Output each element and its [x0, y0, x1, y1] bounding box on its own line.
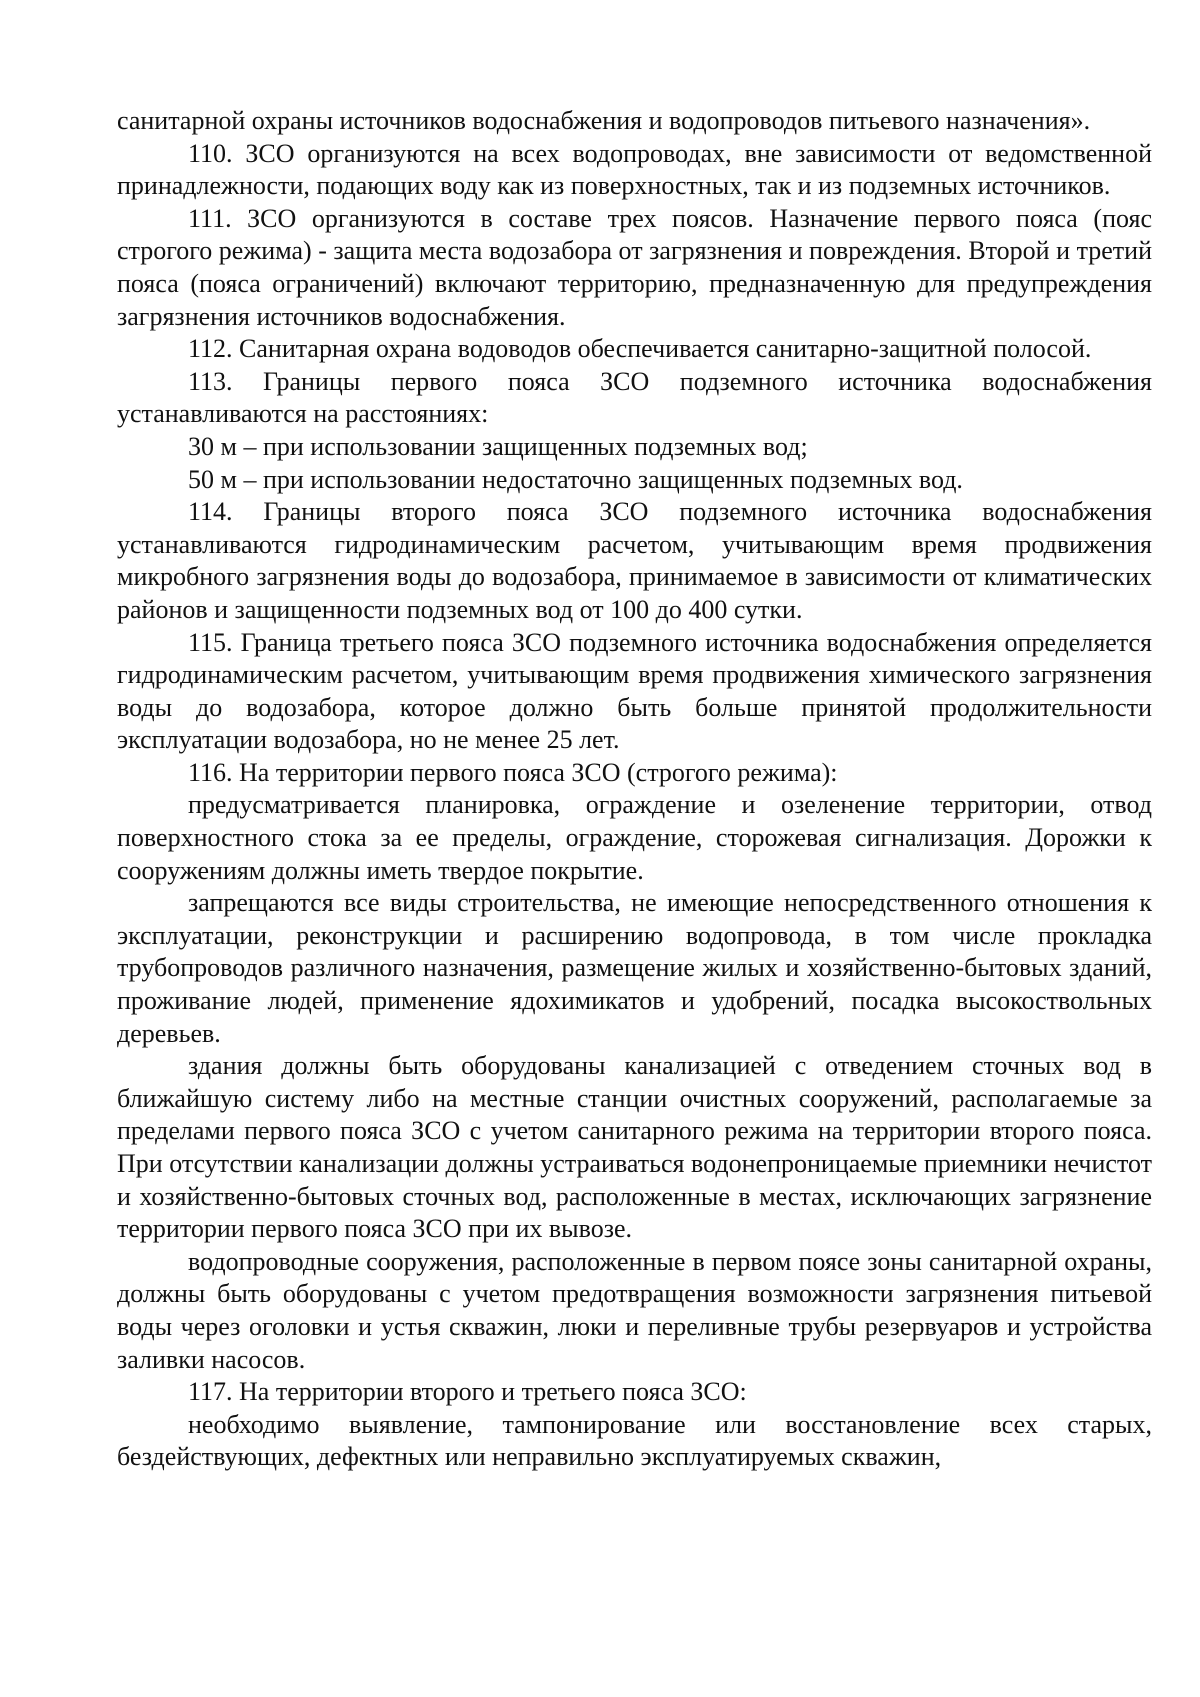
paragraph-117-wells: необходимо выявление, тампонирование или восстановление всех старых, бездействующих, дефектных или неправильно эксплуатируемых скважин,	[117, 1409, 1152, 1472]
paragraph-114: 114. Границы второго пояса ЗСО подземного источника водоснабжения устанавливаются гидродинамическим расчетом, учитывающим время продвижения микробного загрязнения воды до водозабора, принимаемое в зависимости от климатических районов и защищенности подземных вод от 100 до 400 сутки.	[117, 497, 1152, 624]
paragraph-113-item-30m: 30 м – при использовании защищенных подземных вод;	[188, 431, 808, 461]
paragraph-113: 113. Границы первого пояса ЗСО подземного источника водоснабжения устанавливаются на расстояниях:	[117, 366, 1152, 429]
paragraph-110: 110. ЗСО организуются на всех водопроводах, вне зависимости от ведомственной принадлежности, подающих воду как из поверхностных, так и из подземных источников.	[117, 138, 1152, 201]
document-page	[117, 105, 1152, 1474]
paragraph-116: 116. На территории первого пояса ЗСО (строгого режима):	[188, 757, 838, 787]
paragraph-111: 111. ЗСО организуются в составе трех поясов. Назначение первого пояса (пояс строгого режима) - защита места водозабора от загрязнения и повреждения. Второй и третий пояса (пояса ограничений) включают территорию, предназначенную для предупреждения загрязнения источников водоснабжения.	[117, 203, 1152, 331]
paragraph: санитарной охраны источников водоснабжения и водопроводов питьевого назначения».	[117, 106, 1091, 135]
paragraph-116-water-structures: водопроводные сооружения, расположенные в первом поясе зоны санитарной охраны, должны быть оборудованы с учетом предотвращения возможности загрязнения питьевой воды через оголовки и устья скважин, люки и переливные трубы резервуаров и устройства заливки насосов.	[117, 1246, 1152, 1374]
paragraph-112: 112. Санитарная охрана водоводов обеспечивается санитарно-защитной полосой.	[188, 334, 1092, 364]
paragraph-116-planning: предусматривается планировка, ограждение и озеленение территории, отвод поверхностного стока за ее пределы, ограждение, сторожевая сигнализация. Дорожки к сооружениям должны иметь твердое покрытие.	[117, 790, 1152, 885]
paragraph-116-prohibitions: запрещаются все виды строительства, не имеющие непосредственного отношения к эксплуатации, реконструкции и расширению водопровода, в том числе прокладка трубопроводов различного назначения, размещение жилых и хозяйственно-бытовых зданий, проживание людей, применение ядохимикатов и удобрений, посадка высокоствольных деревьев.	[117, 888, 1152, 1048]
paragraph-115: 115. Граница третьего пояса ЗСО подземного источника водоснабжения определяется гидродинамическим расчетом, учитывающим время продвижения химического загрязнения воды до водозабора, которое должно быть больше принятой продолжительности эксплуатации водозабора, но не менее 25 лет.	[117, 627, 1152, 755]
paragraph-117: 117. На территории второго и третьего пояса ЗСО:	[188, 1377, 747, 1407]
paragraph-116-buildings: здания должны быть оборудованы канализацией с отведением сточных вод в ближайшую систему либо на местные станции очистных сооружений, располагаемые за пределами первого пояса ЗСО с учетом санитарного режима на территории второго пояса. При отсутствии канализации должны устраиваться водонепроницаемые приемники нечистот и хозяйственно-бытовых сточных вод, расположенные в местах, исключающих загрязнение территории первого пояса ЗСО при их вывозе.	[117, 1051, 1152, 1244]
paragraph-113-item-50m: 50 м – при использовании недостаточно защищенных подземных вод.	[188, 464, 963, 494]
